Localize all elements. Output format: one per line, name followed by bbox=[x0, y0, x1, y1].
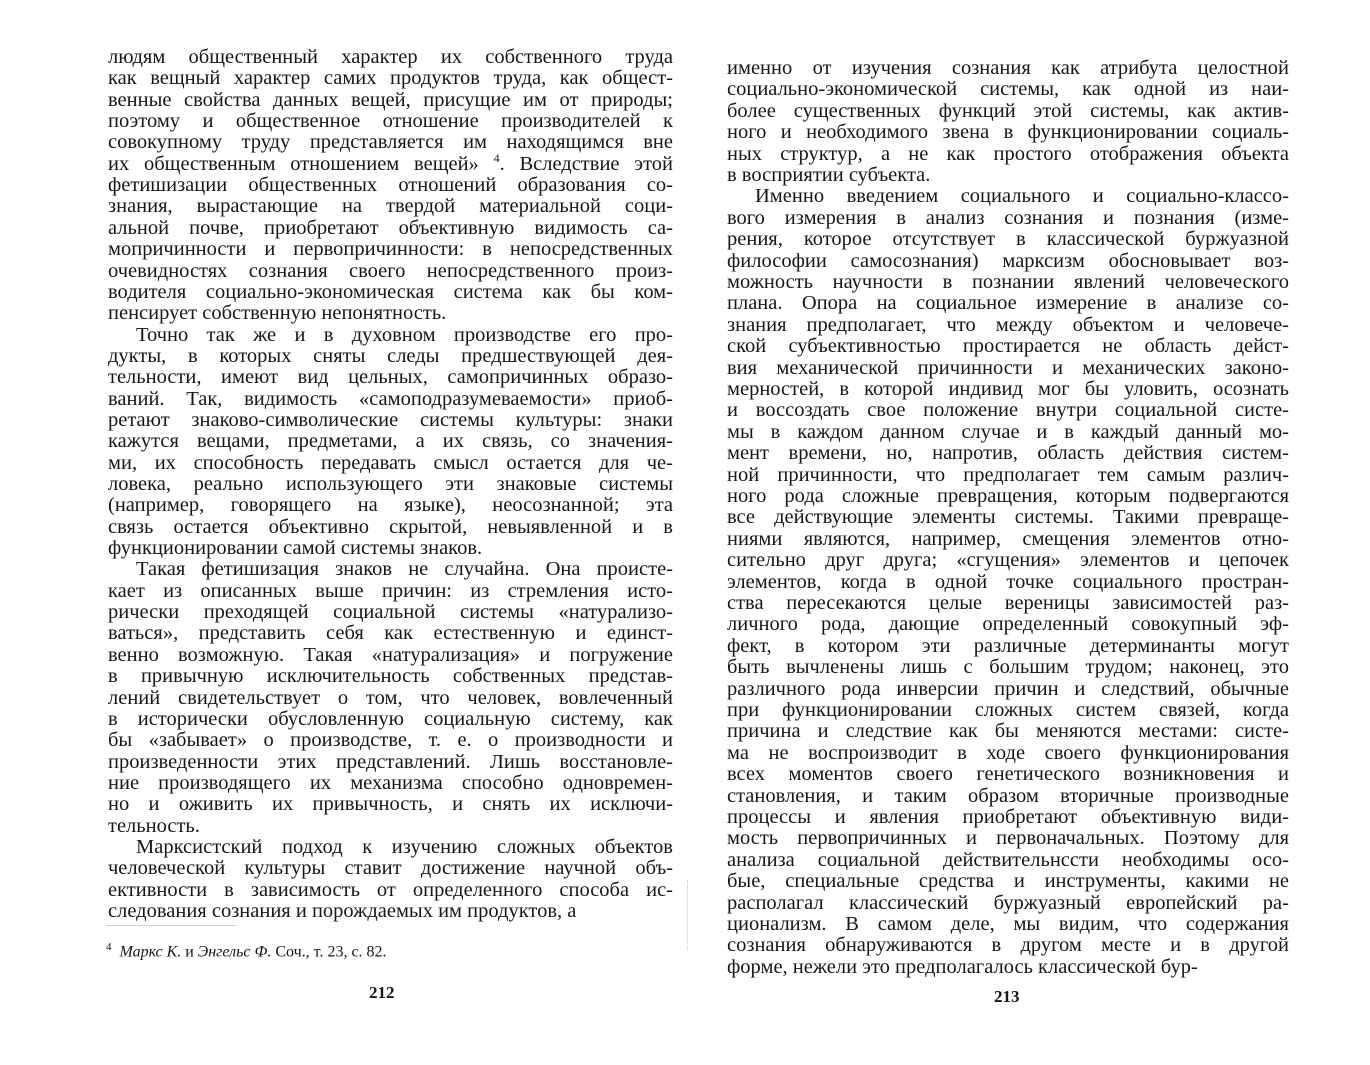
text-line: поэтому и общественное отношение производителей к bbox=[108, 110, 673, 133]
footnote-mark: 4 bbox=[106, 941, 112, 953]
text-line: форме, нежели это предполагалось классической бур- bbox=[727, 955, 1198, 978]
text-line: ской субъективностью простирается не область дейст- bbox=[727, 335, 1289, 358]
footnote-conjunction: и bbox=[181, 943, 198, 961]
text-line: элементов, когда в одной точке социального простран- bbox=[727, 570, 1289, 593]
page-number-right: 213 bbox=[994, 987, 1020, 1006]
text-line: Марксистский подход к изучению сложных объектов bbox=[136, 835, 673, 858]
text-line: всех моментов своего генетического возникновения и bbox=[727, 763, 1289, 786]
text-line: ного рода сложные превращения, которым подвергаются bbox=[727, 485, 1289, 507]
text-line: причина и следствие как бы меняются местами: систе- bbox=[727, 720, 1289, 743]
text-line: но и оживить их привычность, и снять их исключи- bbox=[108, 793, 673, 816]
page-number-left: 212 bbox=[369, 983, 395, 1002]
text-line: ниями являются, например, смещения элементов отно- bbox=[727, 527, 1289, 550]
text-line: рически преходящей социальной системы «натурализо- bbox=[108, 601, 673, 624]
text-line: знания, вырастающие на твердой материальной соци- bbox=[108, 195, 673, 218]
text-line: ного и необходимого звена в функционировании социаль- bbox=[727, 121, 1289, 144]
text-line: мерностей, в которой индивид мог бы уловить, осознать bbox=[727, 378, 1289, 400]
text-line: вого измерения в анализ сознания и познания (изме- bbox=[727, 206, 1289, 229]
text-line bbox=[108, 153, 673, 175]
text-line: следования сознания и порождаемых им продуктов, а bbox=[108, 900, 577, 922]
text-line: венные свойства данных вещей, присущие им от природы; bbox=[108, 88, 673, 111]
footnote-citation: Соч., т. 23, с. 82. bbox=[271, 943, 387, 961]
text-line: ретают знаково-символические системы культуры: знаки bbox=[108, 408, 673, 431]
text-line: фект, в котором эти различные детерминанты могут bbox=[727, 634, 1289, 657]
text-line: располагал классический буржуазный европейский ра- bbox=[727, 891, 1289, 914]
text-line: совокупному труду представляется им находящимся вне bbox=[108, 131, 673, 154]
text-line: сознания обнаруживаются в другом месте и в другой bbox=[727, 934, 1289, 957]
text-line: очевидностях сознания своего непосредственного произ- bbox=[108, 259, 673, 282]
text-line: становления, и таким образом вторичные производные bbox=[727, 784, 1289, 807]
text-line: знания предполагает, что между объектом и человече- bbox=[727, 313, 1289, 336]
text-line: ваться», представить себя как естественную и единст- bbox=[108, 622, 673, 645]
text-line: философии самосознания) марксизм обосновывает воз- bbox=[727, 249, 1289, 272]
text-line: социально-экономической системы, как одной из наи- bbox=[727, 78, 1289, 101]
text-line: человеческой культуры ставит достижение научной объ- bbox=[108, 857, 673, 880]
text-line: мость первопричинных и первоначальных. Поэтому для bbox=[727, 827, 1289, 850]
text-line: ние производящего их механизма способно одновремен- bbox=[108, 771, 673, 794]
text-line: различного рода инверсии причин и следствий, обычные bbox=[727, 677, 1289, 700]
text-line: (например, говорящего на языке), неосознанной; эта bbox=[108, 494, 673, 517]
text-line: ства пересекаются целые вереницы зависимостей раз- bbox=[727, 592, 1289, 614]
text-line: при функционировании сложных систем связей, когда bbox=[727, 699, 1289, 721]
text-line: связь остается объективно скрытой, невыявленной и в bbox=[108, 515, 673, 538]
right-page bbox=[690, 0, 1370, 1065]
text-line: кает из описанных выше причин: из стремления исто- bbox=[108, 579, 673, 602]
text-line: Именно введением социального и социально-классо- bbox=[755, 185, 1289, 208]
text-line: бы «забывает» о производстве, т. е. о производности и bbox=[108, 729, 673, 752]
text-line: тельности, имеют вид цельных, самопричинных образо- bbox=[108, 366, 673, 389]
text-line: тельность. bbox=[108, 814, 200, 837]
text-line: личного рода, дающие определенный совокупный эф- bbox=[727, 613, 1289, 636]
text-line: быть вычленены лишь с большим трудом; наконец, это bbox=[727, 656, 1289, 679]
text-line: все действующие элементы системы. Такими превраще- bbox=[727, 506, 1289, 529]
text-line: ных структур, а не как простого отображения объекта bbox=[727, 142, 1289, 165]
text-line: в восприятии субъекта. bbox=[727, 164, 931, 186]
text-line: плана. Опора на социальное измерение в анализе со- bbox=[727, 292, 1289, 315]
text-line: кажутся вещами, предметами, а их связь, со значения- bbox=[108, 430, 673, 453]
footnote-author-marx: Маркс К. bbox=[119, 943, 182, 961]
text-line: венно возможную. Такая «натурализация» и погружение bbox=[108, 643, 673, 666]
text-line: можность научности в познании явлений человеческого bbox=[727, 271, 1289, 293]
footnote bbox=[106, 937, 686, 962]
text-line: мы в каждом данном случае и в каждый данный мо- bbox=[727, 420, 1289, 443]
page-gutter bbox=[687, 880, 690, 950]
text-line: и воссоздать свое положение внутри социальной систе- bbox=[727, 399, 1289, 422]
text-line: ловека, реально использующего эти знаковые системы bbox=[108, 473, 673, 495]
text-line: людям общественный характер их собственного труда bbox=[108, 46, 673, 68]
text-line: функционировании самой системы знаков. bbox=[108, 537, 483, 560]
text-line: пенсирует собственную непонятность. bbox=[108, 302, 447, 325]
text-line: ваний. Так, видимость «самоподразумеваемости» приоб- bbox=[108, 387, 673, 410]
text-line: дукты, в которых сняты следы предшествующей дея- bbox=[108, 344, 673, 367]
text-line: мопричинности и первопричинности: в непосредственных bbox=[108, 238, 673, 261]
text-line: альной почве, приобретают объективную видимость са- bbox=[108, 216, 673, 239]
text-line: сительно друг друга; «сгущения» элементов и цепочек bbox=[727, 549, 1289, 572]
text-line: ективности в зависимость от определенного способа ис- bbox=[108, 878, 673, 901]
text-line: водителя социально-экономическая система как бы ком- bbox=[108, 280, 673, 303]
text-line: ма не воспроизводит в ходе своего функционирования bbox=[727, 741, 1289, 764]
text-line: в исторически обусловленную социальную систему, как bbox=[108, 707, 673, 730]
text-line-main: их общественным отношением вещей» bbox=[108, 152, 494, 175]
text-line: Такая фетишизация знаков не случайна. Она происте- bbox=[136, 558, 673, 581]
text-line: вия механической причинности и механических законо- bbox=[727, 356, 1289, 379]
text-line: произведенности этих представлений. Лишь восстановле- bbox=[108, 750, 673, 773]
text-line-tail: . Вследствие этой bbox=[499, 152, 673, 175]
text-line: ционализм. В самом деле, мы видим, что содержания bbox=[727, 913, 1289, 935]
text-line: Точно так же и в духовном производстве его про- bbox=[136, 323, 673, 346]
text-line: анализа социальной действительнсcти необходимы осо- bbox=[727, 848, 1289, 871]
text-line: ной причинности, что предполагает тем самым различ- bbox=[727, 463, 1289, 486]
text-line: рения, которое отсутствует в классической буржуазной bbox=[727, 228, 1289, 251]
text-line: как вещный характер самих продуктов труда, как общест- bbox=[108, 67, 673, 90]
text-line: бые, специальные средства и инструменты, какими не bbox=[727, 870, 1289, 893]
text-line: в привычную исключительность собственных представ- bbox=[108, 665, 673, 688]
text-line: именно от изучения сознания как атрибута целостной bbox=[727, 57, 1289, 79]
text-line: фетишизации общественных отношений образования со- bbox=[108, 174, 673, 197]
footnote-author-engels: Энгельс Ф. bbox=[197, 943, 272, 961]
text-line: лений свидетельствует о том, что человек, вовлеченный bbox=[108, 686, 673, 709]
footnote-rule bbox=[106, 925, 236, 926]
text-line: ми, их способность передавать смысл остается для че- bbox=[108, 451, 673, 474]
text-line: мент времени, но, напротив, область действия систем- bbox=[727, 442, 1289, 465]
footnote-reference: 4 bbox=[493, 152, 500, 165]
text-line: более существенных функций этой системы, как актив- bbox=[727, 99, 1289, 122]
text-line: процессы и явления приобретают объективную види- bbox=[727, 806, 1289, 828]
